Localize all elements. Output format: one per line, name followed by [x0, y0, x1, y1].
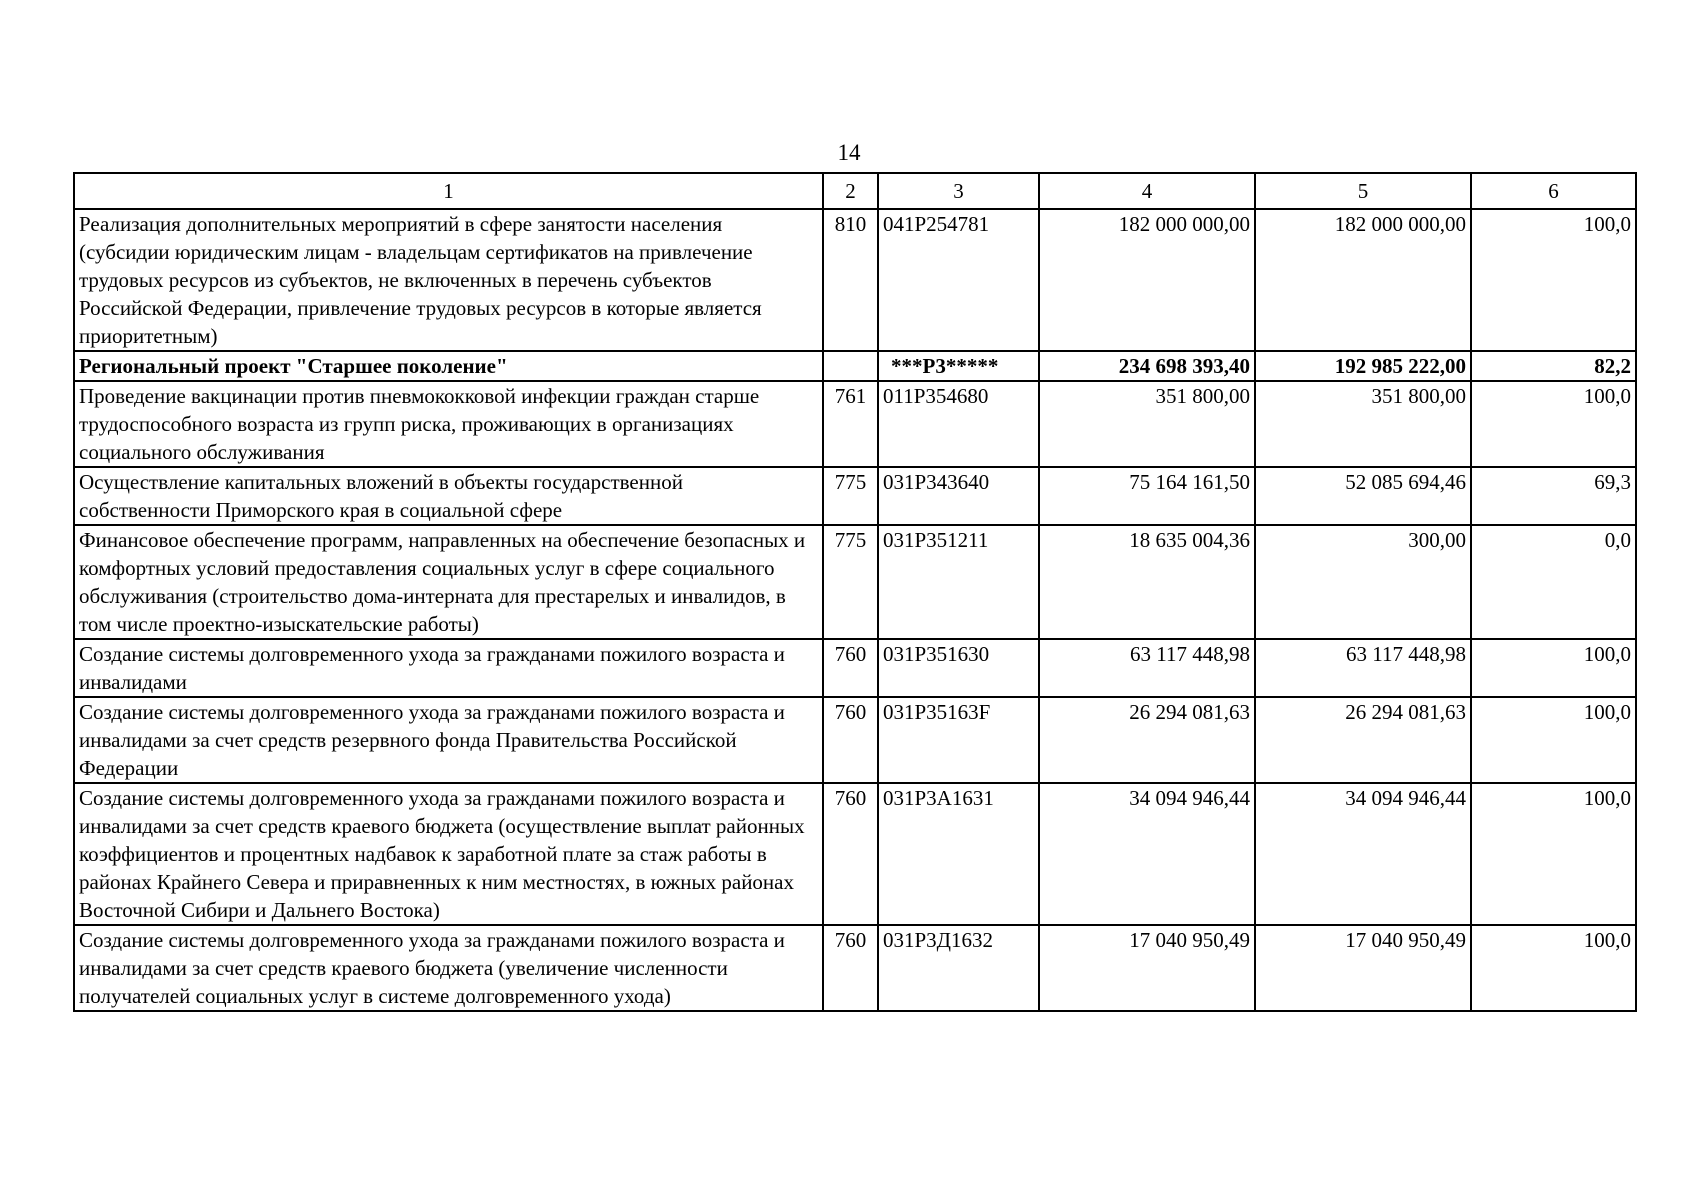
execution-percent-cell: 100,0: [1471, 209, 1636, 351]
table-row: [74, 925, 1636, 1011]
expense-name-cell: Создание системы долговременного ухода за гражданами пожилого возраста и инвалидами за счет средств резервного фонда Правительства Российской Федерации: [74, 697, 823, 783]
target-article-code-cell: ***P3*****: [878, 351, 1039, 381]
expense-name-cell: Региональный проект "Старшее поколение": [74, 351, 823, 381]
planned-amount-cell: 75 164 161,50: [1039, 467, 1255, 525]
column-header-3: 3: [878, 173, 1039, 209]
executed-amount-cell: 192 985 222,00: [1255, 351, 1471, 381]
execution-percent-cell: 69,3: [1471, 467, 1636, 525]
department-code-cell: 760: [823, 697, 878, 783]
expense-name-cell: Создание системы долговременного ухода за гражданами пожилого возраста и инвалидами: [74, 639, 823, 697]
target-article-code-cell: 031P35163F: [878, 697, 1039, 783]
execution-percent-cell: 100,0: [1471, 925, 1636, 1011]
execution-percent-cell: 100,0: [1471, 381, 1636, 467]
planned-amount-cell: 234 698 393,40: [1039, 351, 1255, 381]
table-row: [74, 209, 1636, 351]
department-code-cell: 760: [823, 639, 878, 697]
execution-percent-cell: 0,0: [1471, 525, 1636, 639]
expense-name-cell: Финансовое обеспечение программ, направленных на обеспечение безопасных и комфортных условий предоставления социальных услуг в сфере социального обслуживания (строительство дома-интерната для престарелых и инвалидов, в том числе проектно-изыскательские работы): [74, 525, 823, 639]
department-code-cell: 761: [823, 381, 878, 467]
page-number: 14: [837, 140, 861, 165]
planned-amount-cell: 182 000 000,00: [1039, 209, 1255, 351]
department-code-cell: 760: [823, 925, 878, 1011]
executed-amount-cell: 63 117 448,98: [1255, 639, 1471, 697]
department-code-cell: 775: [823, 525, 878, 639]
table-row: [74, 467, 1636, 525]
target-article-code-cell: 031P351211: [878, 525, 1039, 639]
expense-name-cell: Создание системы долговременного ухода за гражданами пожилого возраста и инвалидами за счет средств краевого бюджета (осуществление выплат районных коэффициентов и процентных надбавок к заработной плате за стаж работы в районах Крайнего Севера и приравненных к ним местностях, в южных районах Восточной Сибири и Дальнего Востока): [74, 783, 823, 925]
target-article-code-cell: 031P343640: [878, 467, 1039, 525]
department-code-cell: 810: [823, 209, 878, 351]
column-header-2: 2: [823, 173, 878, 209]
execution-percent-cell: 100,0: [1471, 783, 1636, 925]
table-row-project-total: [74, 351, 1636, 381]
planned-amount-cell: 17 040 950,49: [1039, 925, 1255, 1011]
target-article-code-cell: 041P254781: [878, 209, 1039, 351]
executed-amount-cell: 182 000 000,00: [1255, 209, 1471, 351]
target-article-code-cell: 031P3Д1632: [878, 925, 1039, 1011]
target-article-code-cell: 011P354680: [878, 381, 1039, 467]
target-article-code-cell: 031P351630: [878, 639, 1039, 697]
executed-amount-cell: 26 294 081,63: [1255, 697, 1471, 783]
expense-name-cell: Создание системы долговременного ухода за гражданами пожилого возраста и инвалидами за счет средств краевого бюджета (увеличение численности получателей социальных услуг в системе долговременного ухода): [74, 925, 823, 1011]
executed-amount-cell: 300,00: [1255, 525, 1471, 639]
column-header-4: 4: [1039, 173, 1255, 209]
column-header-5: 5: [1255, 173, 1471, 209]
expense-name-cell: Реализация дополнительных мероприятий в сфере занятости населения (субсидии юридическим лицам - владельцам сертификатов на привлечение трудовых ресурсов из субъектов, не включенных в перечень субъектов Российской Федерации, привлечение трудовых ресурсов в которые является приоритетным): [74, 209, 823, 351]
expense-name-cell: Проведение вакцинации против пневмококковой инфекции граждан старше трудоспособного возраста из групп риска, проживающих в организациях социального обслуживания: [74, 381, 823, 467]
column-header-1: 1: [74, 173, 823, 209]
department-code-cell: [823, 351, 878, 381]
execution-percent-cell: 100,0: [1471, 697, 1636, 783]
executed-amount-cell: 17 040 950,49: [1255, 925, 1471, 1011]
target-article-code-cell: 031P3A1631: [878, 783, 1039, 925]
budget-execution-table: [73, 172, 1637, 1012]
department-code-cell: 775: [823, 467, 878, 525]
executed-amount-cell: 351 800,00: [1255, 381, 1471, 467]
table-row: [74, 783, 1636, 925]
department-code-cell: 760: [823, 783, 878, 925]
table-row: [74, 381, 1636, 467]
execution-percent-cell: 82,2: [1471, 351, 1636, 381]
planned-amount-cell: 26 294 081,63: [1039, 697, 1255, 783]
planned-amount-cell: 34 094 946,44: [1039, 783, 1255, 925]
table-row: [74, 639, 1636, 697]
planned-amount-cell: 351 800,00: [1039, 381, 1255, 467]
executed-amount-cell: 52 085 694,46: [1255, 467, 1471, 525]
executed-amount-cell: 34 094 946,44: [1255, 783, 1471, 925]
planned-amount-cell: 63 117 448,98: [1039, 639, 1255, 697]
planned-amount-cell: 18 635 004,36: [1039, 525, 1255, 639]
execution-percent-cell: 100,0: [1471, 639, 1636, 697]
column-header-6: 6: [1471, 173, 1636, 209]
table-row: [74, 525, 1636, 639]
expense-name-cell: Осуществление капитальных вложений в объекты государственной собственности Приморского края в социальной сфере: [74, 467, 823, 525]
column-number-header-row: [74, 173, 1636, 209]
table-row: [74, 697, 1636, 783]
